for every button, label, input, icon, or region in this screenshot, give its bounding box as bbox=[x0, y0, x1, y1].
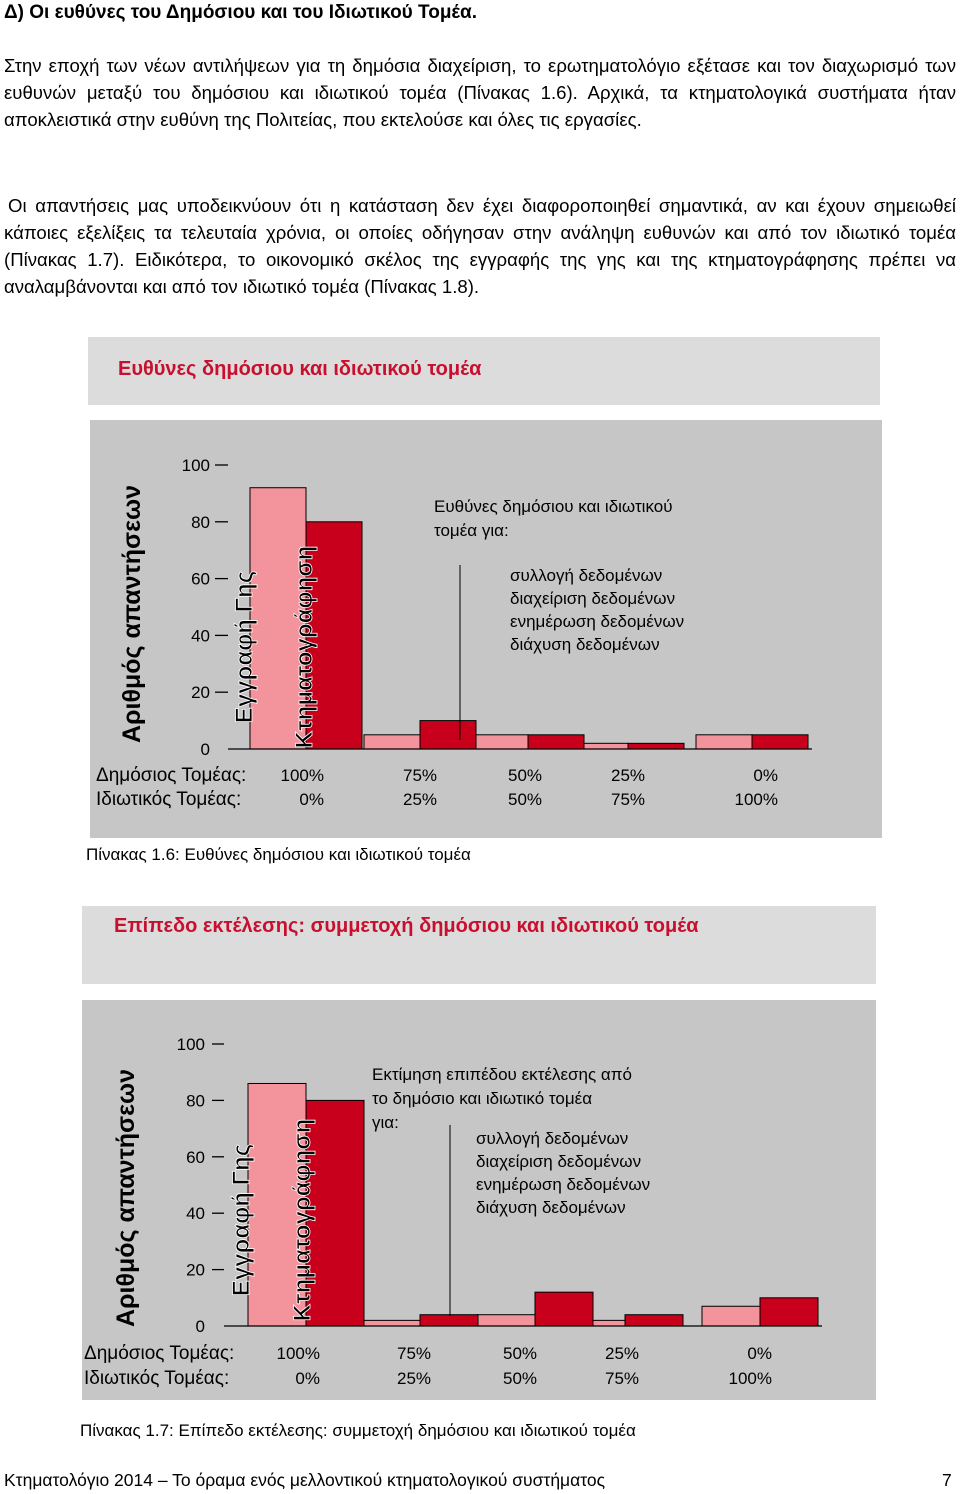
chart2-x-tick-public: 100% bbox=[276, 1344, 320, 1363]
chart2-annotation-item: συλλογή δεδομένων bbox=[476, 1129, 629, 1148]
chart2-annotation-item: διαχείριση δεδομένων bbox=[476, 1152, 642, 1171]
chart1-x-tick-private: 100% bbox=[734, 790, 778, 809]
chart1-annotation-item: συλλογή δεδομένων bbox=[510, 566, 663, 585]
chart2-x-tick-private: 50% bbox=[502, 1369, 538, 1388]
chart2-y-tick-label: 100 bbox=[176, 1035, 205, 1054]
chart2-bar bbox=[625, 1315, 683, 1326]
chart1-annotation-item: διαχείριση δεδομένων bbox=[510, 589, 676, 608]
chart2-x-tick-public: 50% bbox=[502, 1344, 538, 1363]
chart1-x-tick-public: 50% bbox=[507, 766, 543, 785]
chart1-y-tick-label: 60 bbox=[191, 569, 210, 589]
chart2-bar bbox=[477, 1315, 535, 1326]
chart1-annotation-title: Ευθύνες δημόσιου και ιδιωτικού bbox=[434, 497, 673, 516]
chart2-y-tick-label: 40 bbox=[186, 1204, 205, 1224]
chart1-x-tick-public: 25% bbox=[610, 766, 646, 785]
chart2-x-tick-public: 25% bbox=[604, 1344, 640, 1363]
chart2-annotation-item: ενημέρωση δεδομένων bbox=[476, 1175, 651, 1194]
chart2-bar bbox=[420, 1315, 478, 1326]
chart2-y-tick-label: 0 bbox=[195, 1317, 205, 1336]
chart1-y-tick-label: 80 bbox=[191, 512, 210, 532]
chart2-bar bbox=[702, 1306, 760, 1326]
chart1-y-axis-label: Αριθμός απαντήσεων bbox=[118, 485, 146, 743]
chart1-x-tick-public: 100% bbox=[280, 766, 324, 785]
chart2-x-tick-private: 25% bbox=[396, 1369, 432, 1388]
chart1-y-tick-label: 100 bbox=[181, 456, 210, 475]
chart2-annotation-item: διάχυση δεδομένων bbox=[476, 1198, 626, 1217]
chart2-caption: Πίνακας 1.7: Επίπεδο εκτέλεσης: συμμετοχή δημόσιου και ιδιωτικού τομέα bbox=[80, 1421, 636, 1440]
chart2-x-tick-private: 100% bbox=[728, 1369, 772, 1388]
chart2-series-label: Εγγραφή Γης bbox=[228, 1143, 255, 1297]
chart2-x-tick-public: 0% bbox=[747, 1344, 772, 1363]
chart1-x-tick-public: 0% bbox=[753, 766, 778, 785]
chart2-y-tick-label: 80 bbox=[186, 1091, 205, 1111]
chart1-x-tick-private: 75% bbox=[610, 790, 646, 809]
chart2-y-tick-label: 60 bbox=[186, 1147, 205, 1167]
chart2-y-tick-label: 20 bbox=[186, 1260, 205, 1280]
chart1-x-tick-private: 25% bbox=[402, 790, 438, 809]
page-number: 7 bbox=[942, 1470, 952, 1490]
chart1-annotation-item: διάχυση δεδομένων bbox=[510, 635, 660, 654]
paragraph-2: Οι απαντήσεις μας υποδεικνύουν ότι η κατάσταση δεν έχει διαφοροποιηθεί σημαντικά, αν και έχουν σημειωθεί κάποιες εξελίξεις τα τελευταία χρόνια, οι οποίες οδήγησαν στην ανάληψη ευθυνών και από τον ιδιωτικό τομέα (Πίνακας 1.7). Ειδικότερα, το οικονομικό σκέλος της εγγραφής της γης και της κτηματογράφησης πρέπει να αναλαμβάνονται και από τον ιδιωτικό τομέα (Πίνακας 1.8). bbox=[4, 195, 956, 297]
chart1-title: Ευθύνες δημόσιου και ιδιωτικού τομέα bbox=[118, 358, 482, 380]
chart2-x-tick-private: 75% bbox=[604, 1369, 640, 1388]
chart1-caption: Πίνακας 1.6: Ευθύνες δημόσιου και ιδιωτικού τομέα bbox=[86, 845, 471, 864]
chart2-annotation-title: για: bbox=[372, 1113, 399, 1132]
chart1-row-label: Ιδιωτικός Τομέας: bbox=[96, 789, 242, 810]
chart1-series-label: Εγγραφή Γης bbox=[231, 570, 258, 724]
chart2-title: Επίπεδο εκτέλεσης: συμμετοχή δημόσιου και ιδιωτικού τομέα bbox=[114, 915, 699, 937]
page-footer: Κτηματολόγιο 2014 – Το όραμα ενός μελλοντικού κτηματολογικού συστήματος bbox=[4, 1470, 606, 1490]
chart1-annotation-title: τομέα για: bbox=[434, 521, 509, 540]
chart2-annotation-title: Εκτίμηση επιπέδου εκτέλεσης από bbox=[372, 1065, 632, 1084]
chart2-row-label: Δημόσιος Τομέας: bbox=[84, 1343, 235, 1364]
chart2-bar bbox=[760, 1298, 818, 1326]
chart1-y-tick-label: 20 bbox=[191, 683, 210, 703]
chart2-row-label: Ιδιωτικός Τομέας: bbox=[84, 1368, 230, 1389]
chart1-y-tick-label: 0 bbox=[200, 740, 210, 759]
chart2-x-tick-public: 75% bbox=[396, 1344, 432, 1363]
chart1-row-label: Δημόσιος Τομέας: bbox=[96, 765, 247, 786]
chart1-annotation-item: ενημέρωση δεδομένων bbox=[510, 612, 685, 631]
chart1-x-tick-public: 75% bbox=[402, 766, 438, 785]
chart2-y-axis-label: Αριθμός απαντήσεων bbox=[112, 1069, 140, 1327]
chart2-series-label: Κτηματογράφηση bbox=[289, 1118, 316, 1322]
chart1-y-tick-label: 40 bbox=[191, 626, 210, 646]
section-heading: Δ) Οι ευθύνες του Δημόσιου και του Ιδιωτικού Τομέα. bbox=[4, 2, 477, 23]
chart1-series-label: Κτηματογράφηση bbox=[291, 545, 318, 749]
chart2-bar bbox=[362, 1320, 420, 1326]
chart2-annotation-title: το δημόσιο και ιδιωτικό τομέα bbox=[372, 1089, 593, 1108]
chart2-bar bbox=[535, 1292, 593, 1326]
chart1-x-tick-private: 50% bbox=[507, 790, 543, 809]
paragraph-1: Στην εποχή των νέων αντιλήψεων για τη δημόσια διαχείριση, το ερωτηματολόγιο εξέτασε και τον διαχωρισμό των ευθυνών μεταξύ του δημόσιου και ιδιωτικού τομέα (Πίνακας 1.6). Αρχικά, τα κτηματολογικά συστήματα ήταν αποκλειστικά στην ευθύνη της Πολιτείας, που εκτελούσε και όλες τις εργασίες. bbox=[4, 55, 956, 130]
chart1-x-tick-private: 0% bbox=[299, 790, 324, 809]
chart2-x-tick-private: 0% bbox=[295, 1369, 320, 1388]
